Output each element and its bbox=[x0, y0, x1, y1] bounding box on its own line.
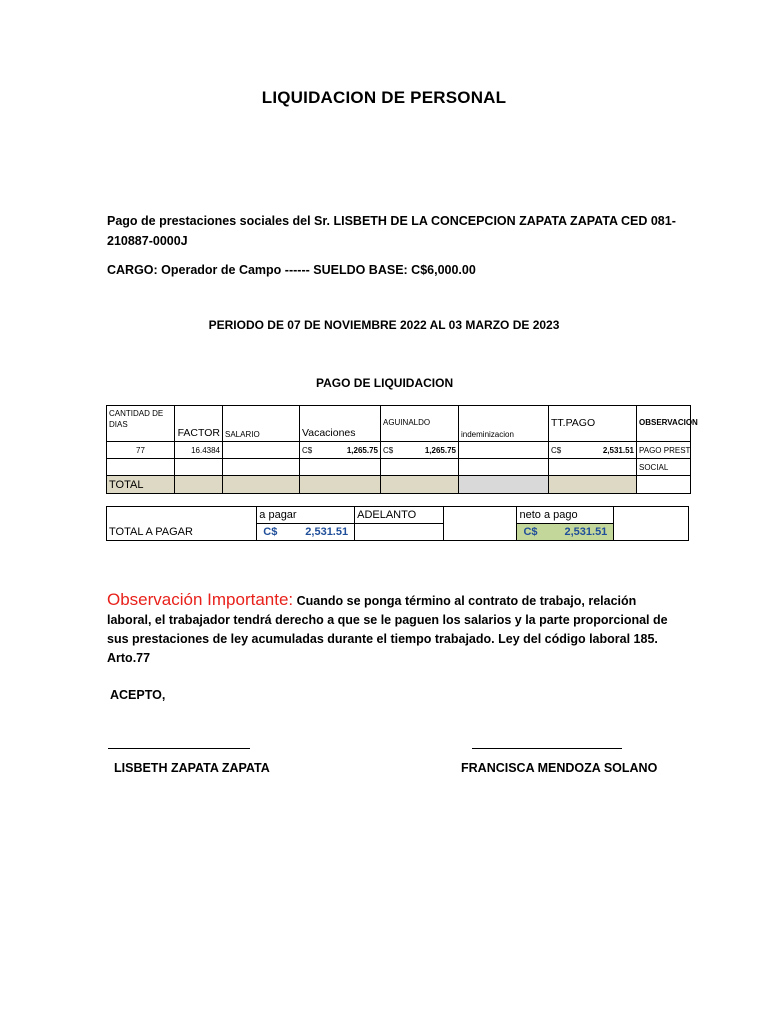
table-total-row bbox=[107, 476, 691, 494]
cell-aguinaldo-currency: C$ bbox=[383, 445, 394, 455]
table-row bbox=[107, 442, 691, 459]
table-row bbox=[107, 459, 691, 476]
neto-currency: C$ bbox=[523, 526, 538, 538]
signature-name-right: FRANCISCA MENDOZA SOLANO bbox=[461, 761, 658, 775]
observation-block bbox=[107, 590, 677, 668]
signature-line-left bbox=[108, 748, 250, 749]
header-observacion: OBSERVACION bbox=[637, 406, 691, 442]
header-indemnizacion: indeminizacion bbox=[459, 406, 549, 442]
intro-paragraph: Pago de prestaciones sociales del Sr. LISBETH DE LA CONCEPCION ZAPATA ZAPATA CED 081-210887-0000J bbox=[107, 214, 676, 248]
summary-header-row bbox=[107, 507, 689, 524]
cell-vacaciones-currency: C$ bbox=[302, 445, 313, 455]
adelanto-cell bbox=[355, 524, 444, 541]
signature-name-left: LISBETH ZAPATA ZAPATA bbox=[114, 761, 270, 775]
header-vacaciones: Vacaciones bbox=[300, 406, 381, 442]
table-header-row bbox=[107, 406, 691, 442]
cell-aguinaldo bbox=[381, 442, 459, 459]
neto-value: 2,531.51 bbox=[564, 526, 608, 538]
a-pagar-cell bbox=[257, 524, 355, 541]
a-pagar-currency: C$ bbox=[263, 526, 278, 538]
a-pagar-value: 2,531.51 bbox=[305, 526, 349, 538]
header-tt-pago: TT.PAGO bbox=[549, 406, 637, 442]
a-pagar-label: a pagar bbox=[257, 507, 355, 524]
summary-value-row bbox=[107, 524, 689, 541]
neto-label: neto a pago bbox=[517, 507, 614, 524]
total-a-pagar-label: TOTAL A PAGAR bbox=[107, 524, 257, 541]
cell-factor: 16.4384 bbox=[175, 442, 223, 459]
cell-salario bbox=[223, 442, 300, 459]
payment-section-title: PAGO DE LIQUIDACION bbox=[316, 376, 454, 390]
cell-tt-pago-value: 2,531.51 bbox=[602, 445, 634, 455]
document-title: LIQUIDACION DE PERSONAL bbox=[261, 88, 507, 107]
cell-dias: 77 bbox=[107, 442, 175, 459]
cell-vacaciones bbox=[300, 442, 381, 459]
cell-observacion-2: SOCIAL bbox=[637, 459, 691, 476]
cargo-line: CARGO: Operador de Campo ------ SUELDO BASE: C$6,000.00 bbox=[107, 263, 476, 277]
cell-tt-pago-currency: C$ bbox=[551, 445, 562, 455]
cell-observacion-1: PAGO PREST. bbox=[637, 442, 691, 459]
total-label: TOTAL bbox=[107, 476, 175, 494]
adelanto-label: ADELANTO bbox=[355, 507, 444, 524]
liquidation-table bbox=[106, 405, 698, 494]
header-cantidad-dias: CANTIDAD DE DIAS bbox=[107, 406, 175, 442]
summary-table bbox=[106, 506, 689, 541]
header-factor: FACTOR bbox=[175, 406, 223, 442]
cell-vacaciones-value: 1,265.75 bbox=[346, 445, 378, 455]
neto-cell bbox=[517, 524, 614, 541]
cell-indemnizacion bbox=[459, 442, 549, 459]
acepto-label: ACEPTO, bbox=[110, 688, 166, 702]
signature-line-right bbox=[472, 748, 622, 749]
header-aguinaldo: AGUINALDO bbox=[381, 406, 459, 442]
cell-aguinaldo-value: 1,265.75 bbox=[424, 445, 456, 455]
cell-tt-pago bbox=[549, 442, 637, 459]
header-salario: SALARIO bbox=[223, 406, 300, 442]
observation-text: Cuando se ponga término al contrato de trabajo, relación laboral, el trabajador tendrá derecho a que se le paguen los salarios y la parte proporcional de sus prestaciones de ley acumuladas durante el tiempo trabajado. Ley del código laboral 185. Arto.77 bbox=[107, 594, 668, 665]
period-line: PERIODO DE 07 DE NOVIEMBRE 2022 AL 03 MARZO DE 2023 bbox=[208, 318, 560, 332]
observation-label: Observación Importante: bbox=[107, 590, 294, 609]
